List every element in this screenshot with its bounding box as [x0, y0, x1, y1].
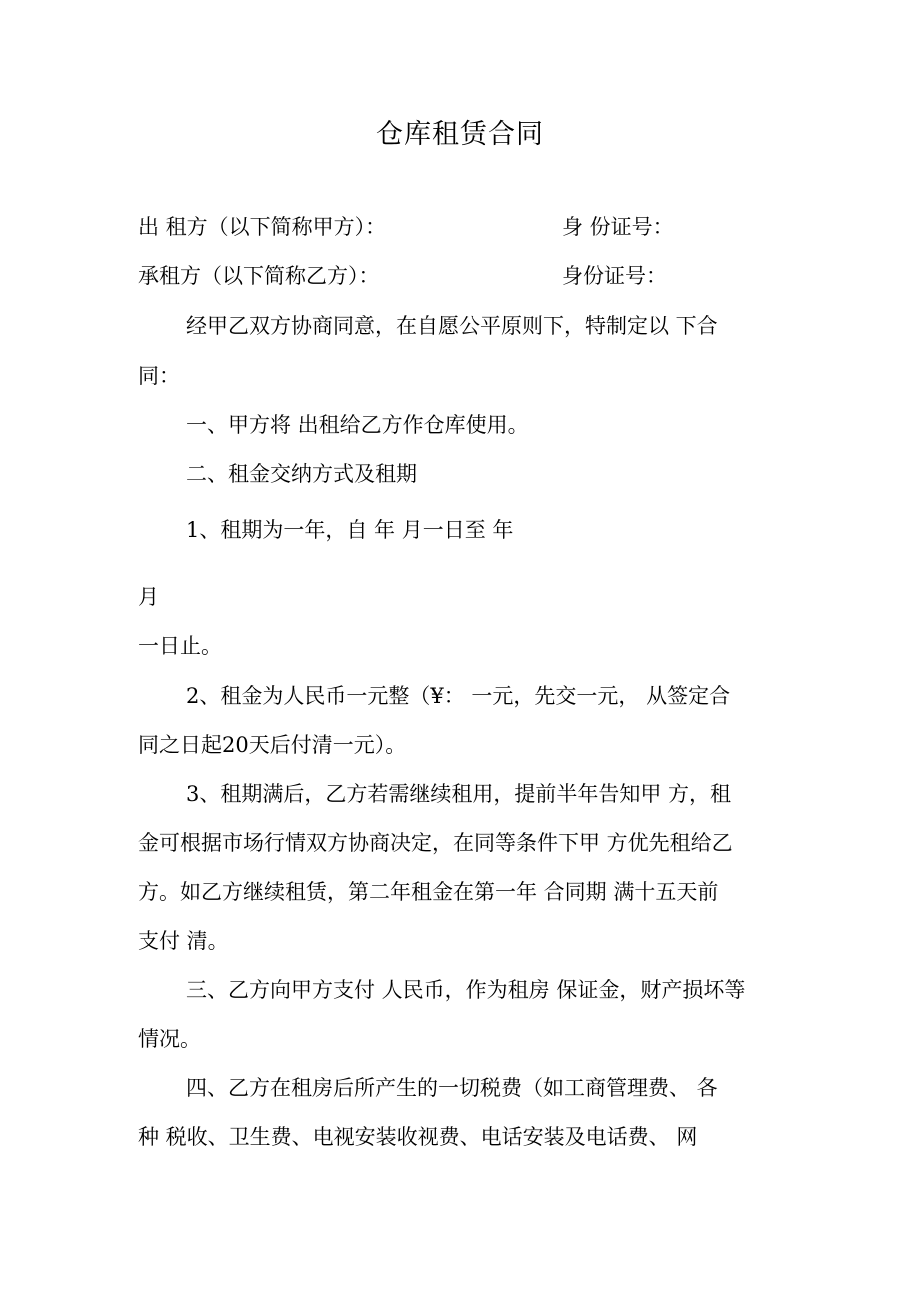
- clause-2-heading: 二、租金交纳方式及租期: [186, 462, 417, 486]
- clause-2-3-line-2: 金可根据市场行情双方协商决定，在同等条件下甲 方优先租给乙: [138, 831, 733, 855]
- clause-2-1-line-1: 1、租期为一年，自 年 月一日至 年: [186, 518, 514, 542]
- clause-2-1-line-2: 月: [138, 585, 159, 609]
- intro-line-1: 经甲乙双方协商同意，在自愿公平原则下，特制定以 下合: [186, 314, 718, 338]
- clause-2-2-line-1: 2、租金为人民币一元整（¥： 一元，先交一元， 从签定合: [186, 684, 731, 708]
- lessor-label: 出 租方（以下简称甲方）：: [138, 215, 387, 239]
- clause-2-2-line-2: 同之日起20天后付清一元）。: [138, 733, 407, 757]
- clause-4-line-1: 四、乙方在租房后所产生的一切税费（如工商管理费、 各: [186, 1076, 718, 1100]
- lessor-id-label: 身 份证号：: [562, 215, 674, 239]
- clause-2-1-line-3: 一日止。: [138, 634, 222, 658]
- clause-3-line-2: 情况。: [138, 1027, 201, 1051]
- clause-4-line-2: 种 税收、卫生费、电视安装收视费、电话安装及电话费、 网: [138, 1125, 698, 1149]
- clause-1: 一、甲方将 出租给乙方作仓库使用。: [186, 413, 529, 437]
- lessee-label: 承租方（以下简称乙方）：: [138, 264, 380, 288]
- lessee-id-label: 身份证号：: [562, 264, 667, 288]
- intro-line-2: 同：: [138, 364, 180, 388]
- clause-2-3-line-3: 方。如乙方继续租赁，第二年租金在第一年 合同期 满十五天前: [138, 880, 719, 904]
- clause-2-3-line-1: 3、租期满后，乙方若需继续租用，提前半年告知甲 方，租: [186, 782, 732, 806]
- clause-2-3-line-4: 支付 清。: [138, 929, 229, 953]
- contract-title: 仓库租赁合同: [376, 119, 544, 150]
- clause-3-line-1: 三、乙方向甲方支付 人民币，作为租房 保证金，财产损坏等: [186, 978, 746, 1002]
